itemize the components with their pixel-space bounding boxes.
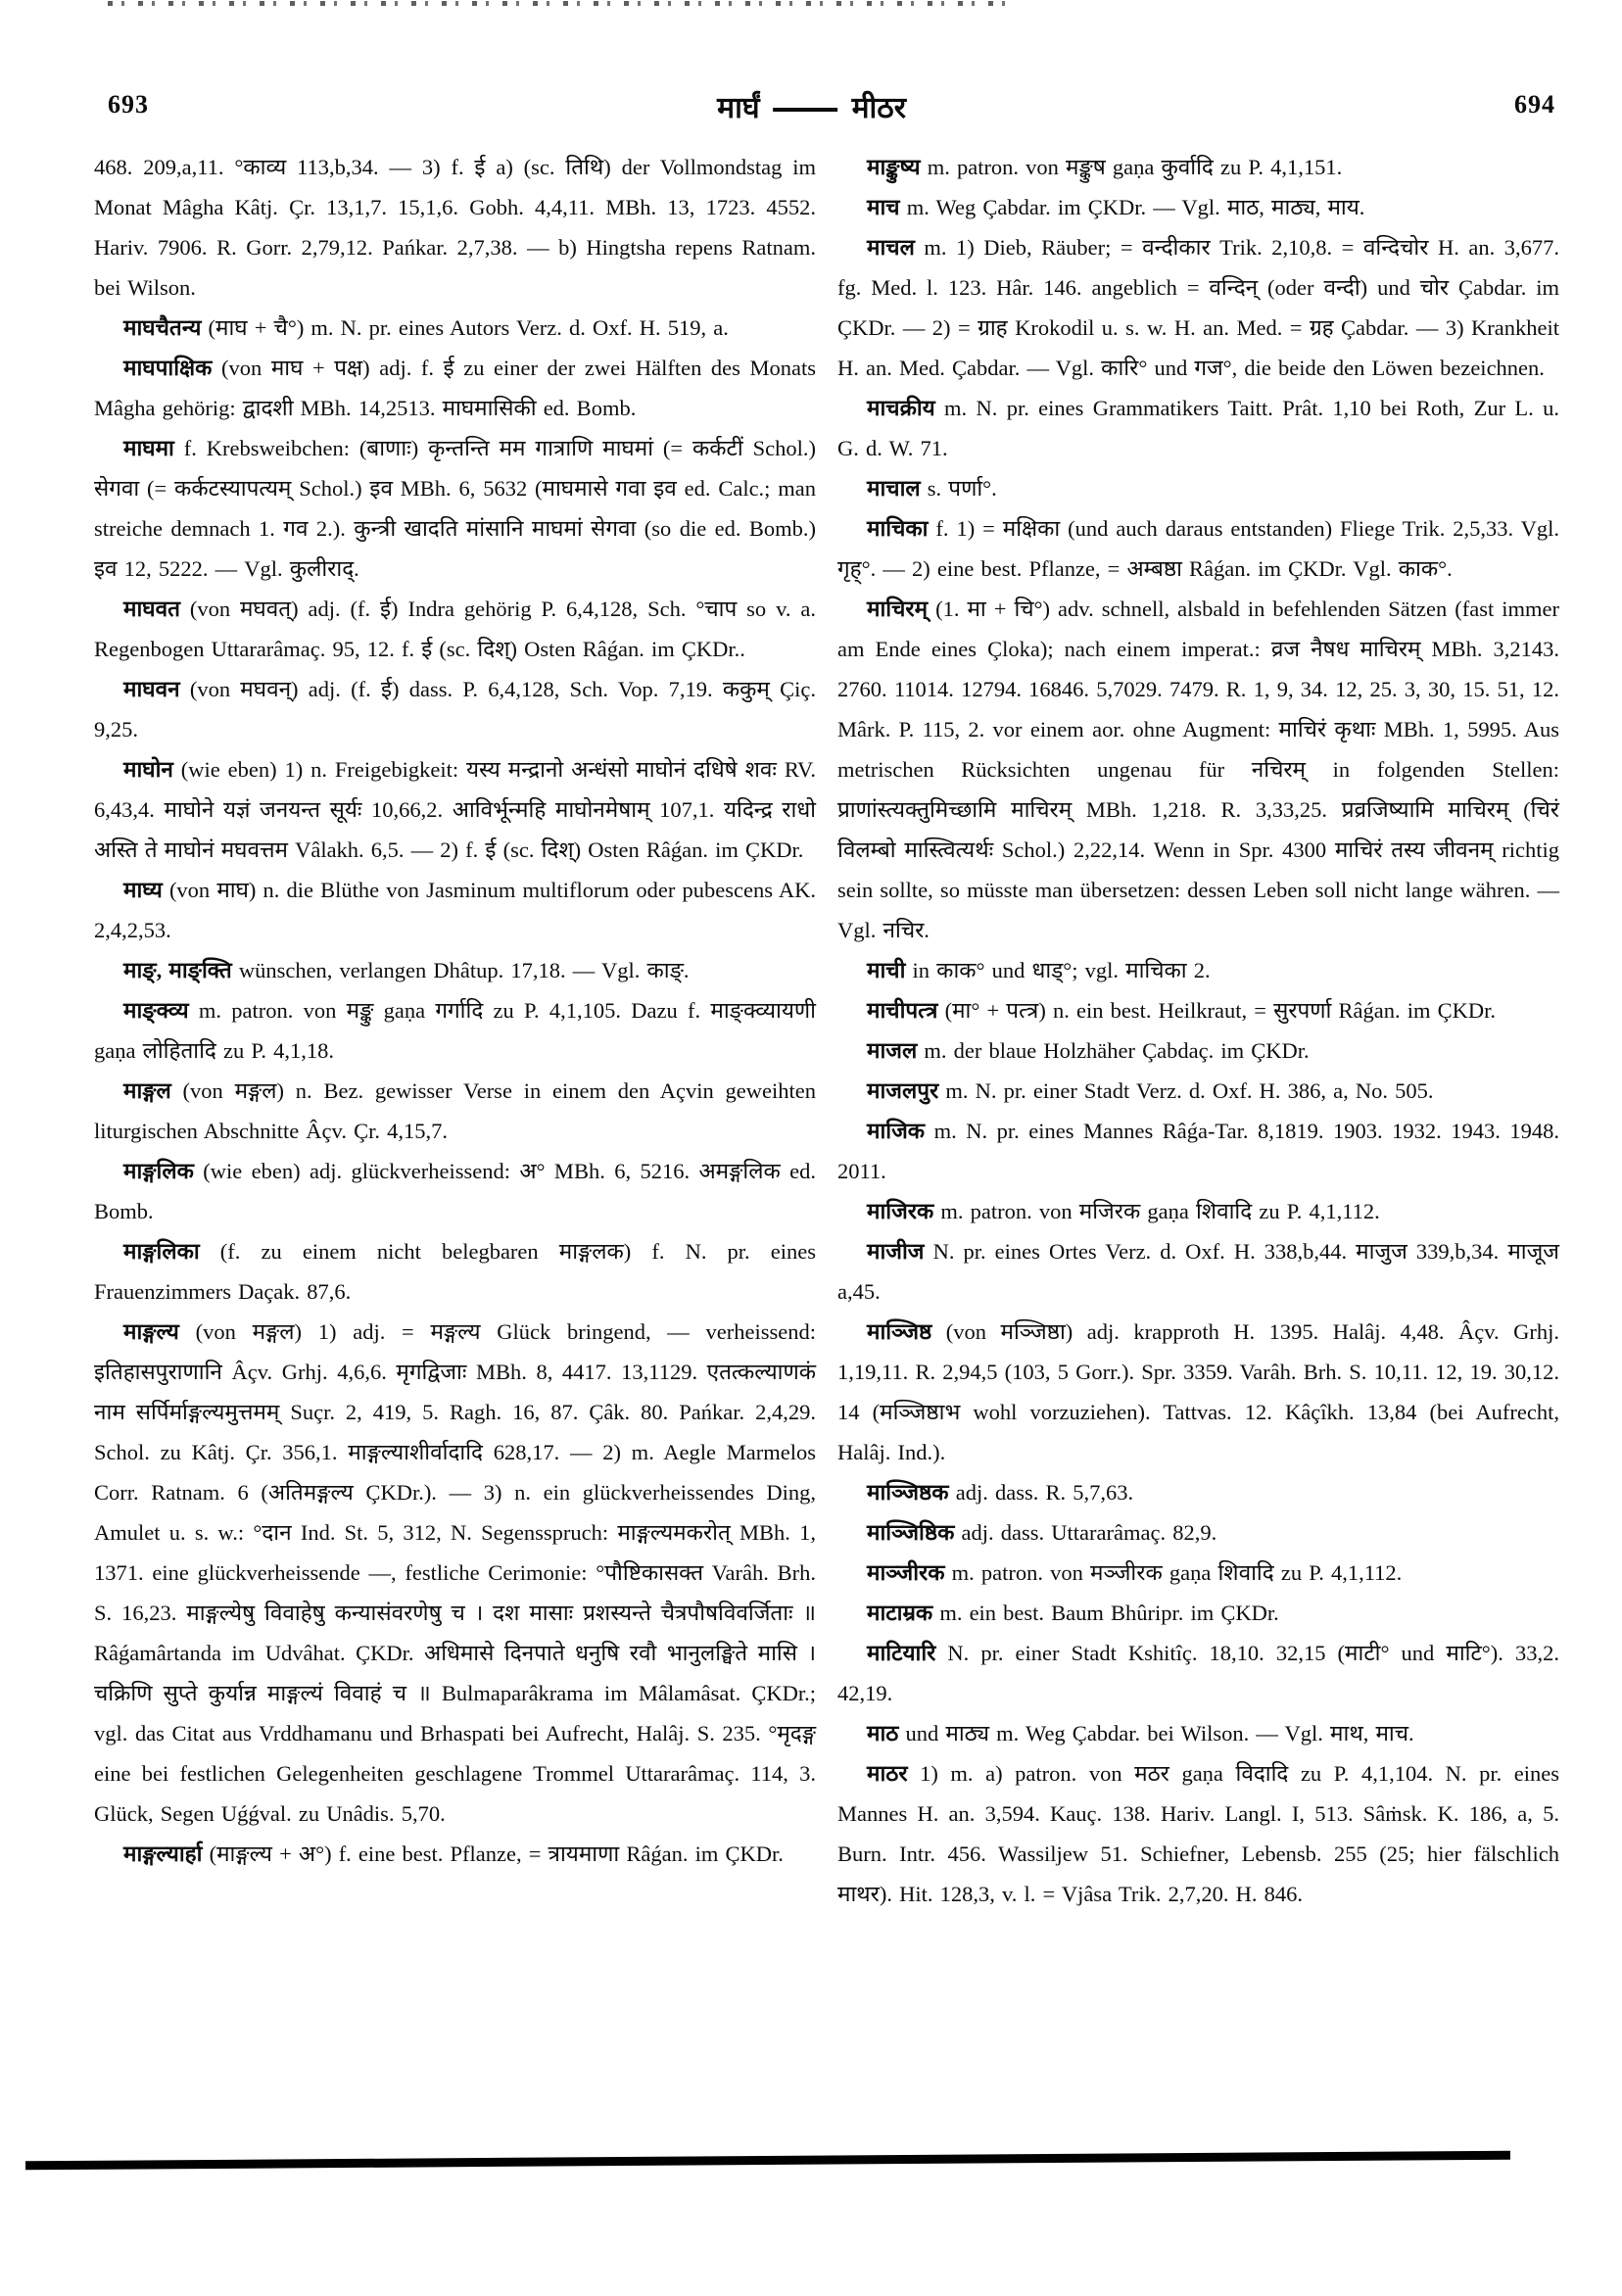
dictionary-entry bbox=[837, 1472, 1559, 1512]
entry-headword: माजलपुर bbox=[867, 1078, 939, 1103]
entry-headword: माची bbox=[867, 958, 906, 982]
entry-body: m. N. pr. eines Grammatikers Taitt. Prât. 1,10 bei Roth, Zur L. u. G. d. W. 71. bbox=[837, 396, 1559, 460]
dictionary-entry bbox=[837, 1231, 1559, 1312]
dictionary-entry bbox=[94, 428, 816, 589]
entry-headword: माङ्गलिका bbox=[123, 1239, 200, 1264]
entry-body: m. N. pr. einer Stadt Verz. d. Oxf. H. 386, a, No. 505. bbox=[938, 1078, 1434, 1103]
right-column bbox=[837, 147, 1559, 1914]
dictionary-entry bbox=[94, 308, 816, 348]
entry-headword: माठर bbox=[867, 1761, 908, 1786]
entry-headword: माचाल bbox=[867, 476, 921, 501]
dictionary-entry bbox=[837, 990, 1559, 1030]
entry-body: (माघ + चै°) m. N. pr. eines Autors Verz. d. Oxf. H. 519, a. bbox=[201, 315, 729, 340]
entry-body: m. 1) Dieb, Räuber; = वन्दीकार Trik. 2,10,8. = वन्दिचोर H. an. 3,677. fg. Med. l. 123. Hâr. 146. angeblich = वन्दिन् (oder वन्दी) und चोर Çabdar. im ÇKDr. — 2) = ग्राह Krokodil u. s. w. H. an. Med. = ग्रह Çabdar. — 3) Krankheit H. an. Med. Çabdar. — Vgl. कारि° und गज°, die beide den Löwen bezeichnen. bbox=[837, 235, 1559, 380]
entry-body: N. pr. einer Stadt Kshitîç. 18,10. 32,15 (माटी° und माटि°). 33,2. 42,19. bbox=[837, 1641, 1559, 1705]
entry-headword: माजल bbox=[867, 1038, 918, 1063]
entry-body: m. patron. von मङ्कुष gaṇa कुर्वादि zu P. 4,1,151. bbox=[920, 155, 1343, 179]
entry-body: (1. मा + चि°) adv. schnell, alsbald in befehlenden Sätzen (fast immer am Ende eines Çloka); nach einem imperat.: व्रज नैषध माचिरम् MBh. 3,2143. 2760. 11014. 12794. 16846. 5,7029. 7479. R. 1, 9, 34. 12, 25. 3, 30, 15. 51, 12. Mârk. P. 115, 2. vor einem aor. ohne Augment: माचिरं कृथाः MBh. 1, 5995. Aus metrischen Rücksichten ungenau für नचिरम् in folgenden Stellen: प्राणांस्त्यक्तुमिच्छामि माचिरम् MBh. 1,218. R. 3,33,25. प्रव्रजिष्यामि माचिरम् (चिरं विलम्बो मास्त्वित्यर्थः Schol.) 2,22,14. Wenn in Spr. 4300 माचिरं तस्य जीवनम् richtig sein sollte, so müsste man übersetzen: dessen Leben soll nicht lange währen. — Vgl. नचिर. bbox=[837, 597, 1559, 942]
entry-headword: माजिक bbox=[867, 1119, 926, 1143]
dictionary-entry bbox=[94, 669, 816, 749]
entry-headword: माघवत bbox=[123, 597, 180, 621]
entry-body: f. Krebsweibchen: (बाणाः) कृन्तन्ति मम गात्राणि माघमां (= कर्कटीं Schol.) सेगवा (= कर्कटस्यापत्यम् Schol.) इव MBh. 6, 5632 (माघमासे गवा इव ed. Calc.; man streiche demnach 1. गव 2.). कुन्त्री खादति मांसानि माघमां सेगवा (so die ed. Bomb.) इव 12, 5222. — Vgl. कुलीराद्. bbox=[94, 436, 816, 581]
entry-body: (माङ्गल्य + अ°) f. eine best. Pflanze, = त्रायमाणा Râǵan. im ÇKDr. bbox=[202, 1842, 784, 1866]
dictionary-entry bbox=[837, 1753, 1559, 1914]
entry-body: (f. zu einem nicht belegbaren माङ्गलक) f. N. pr. eines Frauenzimmers Daçak. 87,6. bbox=[94, 1239, 816, 1304]
running-head-last-word: मीठर bbox=[851, 92, 907, 124]
entry-body: 468. 209,a,11. °काव्य 113,b,34. — 3) f. ई a) (sc. तिथि) der Vollmondstag im Monat Mâgha Kâtj. Çr. 13,1,7. 15,1,6. Gobh. 4,4,11. MBh. 13, 1723. 4552. Hariv. 7906. R. Gorr. 2,79,12. Pańkar. 2,7,38. — b) Hingtsha repens Ratnam. bei Wilson. bbox=[94, 155, 816, 300]
dictionary-entry bbox=[837, 1111, 1559, 1191]
dictionary-entry bbox=[837, 1713, 1559, 1753]
entry-headword: माच bbox=[867, 195, 900, 219]
dictionary-entry bbox=[837, 1312, 1559, 1472]
entry-body: m. der blaue Holzhäher Çabdaç. im ÇKDr. bbox=[917, 1038, 1310, 1063]
dictionary-entry bbox=[837, 468, 1559, 508]
dictionary-entry bbox=[94, 1312, 816, 1834]
entry-body: (von मघवन्) adj. (f. ई) dass. P. 6,4,128, Sch. Vop. 7,19. ककुम् Çiç. 9,25. bbox=[94, 677, 816, 741]
running-head-rule bbox=[774, 108, 838, 112]
entry-body: (von मघवत्) adj. (f. ई) Indra gehörig P. 6,4,128, Sch. °चाप so v. a. Regenbogen Uttararâmaç. 95, 12. f. ई (sc. दिश्) Osten Râǵan. im ÇKDr.. bbox=[94, 597, 816, 661]
entry-headword: माञ्जिष्ठिक bbox=[867, 1520, 955, 1545]
dictionary-entry bbox=[837, 147, 1559, 187]
entry-headword: माघ्य bbox=[123, 878, 163, 902]
entry-headword: माघवन bbox=[123, 677, 180, 701]
dictionary-entry bbox=[94, 1151, 816, 1231]
entry-body: (von मञ्जिष्ठा) adj. krapproth H. 1395. Halâj. 4,48. Âçv. Grhj. 1,19,11. R. 2,94,5 (103, 5 Gorr.). Spr. 3359. Varâh. Brh. S. 10,11. 12, 19. 30,12. 14 (मञ्जिष्ठाभ wohl vorzuziehen). Tattvas. 12. Kâçîkh. 13,84 (bei Aufrecht, Halâj. Ind.). bbox=[837, 1319, 1559, 1464]
dictionary-entry bbox=[94, 147, 816, 308]
entry-headword: माञ्जीरक bbox=[867, 1560, 945, 1585]
entry-headword: माङ्गल्य bbox=[123, 1319, 179, 1344]
dictionary-entry bbox=[837, 950, 1559, 990]
entry-headword: माटाम्रक bbox=[867, 1601, 933, 1625]
dictionary-entry bbox=[837, 1030, 1559, 1071]
entry-headword: माङ्क्व्य bbox=[123, 998, 189, 1023]
dictionary-entry bbox=[837, 508, 1559, 589]
page-header bbox=[94, 86, 1559, 125]
entry-body: m. N. pr. eines Mannes Râǵa-Tar. 8,1819. 1903. 1932. 1943. 1948. 2011. bbox=[837, 1119, 1559, 1183]
entry-headword: माङ्गल्यार्हा bbox=[123, 1842, 203, 1866]
dictionary-entry bbox=[837, 1512, 1559, 1553]
entry-headword: माङ्गलिक bbox=[123, 1159, 194, 1183]
entry-headword: माङ्कुष्य bbox=[867, 155, 921, 179]
entry-body: wünschen, verlangen Dhâtup. 17,18. — Vgl. काङ्. bbox=[231, 958, 690, 982]
left-column bbox=[94, 147, 816, 1914]
dictionary-entry bbox=[837, 187, 1559, 227]
dictionary-entry bbox=[94, 950, 816, 990]
entry-body: adj. dass. Uttararâmaç. 82,9. bbox=[954, 1520, 1217, 1545]
dictionary-entry bbox=[837, 1553, 1559, 1593]
dictionary-entry bbox=[837, 227, 1559, 388]
dictionary-entry bbox=[94, 990, 816, 1071]
entry-headword: माचक्रीय bbox=[867, 396, 935, 420]
entry-body: 1) m. a) patron. von मठर gaṇa विदादि zu P. 4,1,104. N. pr. eines Mannes H. an. 3,594. Kauç. 138. Hariv. Langl. I, 513. Sâṁsk. K. 186, a, 5. Burn. Intr. 456. Wassiljew 51. Schiefner, Lebensb. 255 (25; hier fälschlich माथर). Hit. 128,3, v. l. = Vjâsa Trik. 2,7,20. H. 846. bbox=[837, 1761, 1559, 1906]
entry-headword: माञ्जिष्ठक bbox=[867, 1480, 949, 1505]
text-columns bbox=[94, 147, 1559, 1914]
entry-body: in काक° und धाड्°; vgl. माचिका 2. bbox=[905, 958, 1211, 982]
entry-headword: माचीपत्त्र bbox=[867, 998, 938, 1023]
entry-body: f. 1) = मक्षिका (und auch daraus entstanden) Fliege Trik. 2,5,33. Vgl. गृह्°. — 2) eine best. Pflanze, = अम्बष्ठा Râǵan. im ÇKDr. Vgl. काक°. bbox=[837, 516, 1559, 581]
entry-body: m. patron. von मञ्जीरक gaṇa शिवादि zu P. 4,1,112. bbox=[944, 1560, 1403, 1585]
entry-body: (von मङ्गल) n. Bez. gewisser Verse in einem den Açvin geweihten liturgischen Abschnitte Âçv. Çr. 4,15,7. bbox=[94, 1078, 816, 1143]
entry-headword: माचल bbox=[867, 235, 915, 260]
dictionary-entry bbox=[94, 1231, 816, 1312]
entry-body: m. patron. von मङ्कु gaṇa गर्गादि zu P. 4,1,105. Dazu f. माङ्क्व्यायणी gaṇa लोहितादि zu P. 4,1,18. bbox=[94, 998, 816, 1063]
entry-body: s. पर्णा°. bbox=[920, 476, 997, 501]
entry-headword: माचिरम् bbox=[867, 597, 929, 621]
scan-artifact-bottom-bar bbox=[25, 2151, 1510, 2171]
entry-body: (wie eben) adj. glückverheissend: अ° MBh. 6, 5216. अमङ्गलिक ed. Bomb. bbox=[94, 1159, 816, 1223]
entry-headword: माघमा bbox=[123, 436, 174, 460]
dictionary-entry bbox=[837, 1071, 1559, 1111]
entry-headword: माचिका bbox=[867, 516, 929, 541]
entry-body: (von माघ) n. die Blüthe von Jasminum multiflorum oder pubescens AK. 2,4,2,53. bbox=[94, 878, 816, 942]
entry-headword: माङ्, माङ्क्ति bbox=[123, 958, 232, 982]
page-number-left: 693 bbox=[108, 90, 149, 119]
entry-headword: माजीज bbox=[867, 1239, 925, 1264]
dictionary-entry bbox=[837, 1593, 1559, 1633]
entry-headword: माटियारि bbox=[867, 1641, 936, 1665]
dictionary-entry bbox=[94, 589, 816, 669]
dictionary-entry bbox=[837, 589, 1559, 950]
entry-body: adj. dass. R. 5,7,63. bbox=[948, 1480, 1134, 1505]
dictionary-entry bbox=[837, 1191, 1559, 1231]
entry-body: (मा° + पत्त्र) n. ein best. Heilkraut, = सुरपर्णा Râǵan. im ÇKDr. bbox=[937, 998, 1497, 1023]
running-head-first-word: मार्घं bbox=[717, 92, 760, 124]
dictionary-entry bbox=[94, 870, 816, 950]
dictionary-entry bbox=[94, 1071, 816, 1151]
entry-headword: माजिरक bbox=[867, 1199, 934, 1223]
entry-headword: माठ bbox=[867, 1721, 899, 1746]
dictionary-entry bbox=[94, 749, 816, 870]
page-number-right: 694 bbox=[1514, 90, 1555, 119]
dictionary-entry bbox=[837, 1633, 1559, 1713]
entry-body: (von माघ + पक्ष) adj. f. ई zu einer der zwei Hälften des Monats Mâgha gehörig: द्वादशी MBh. 14,2513. माघमासिकी ed. Bomb. bbox=[94, 356, 816, 420]
entry-body: N. pr. eines Ortes Verz. d. Oxf. H. 338,b,44. माजुज 339,b,34. माजूज a,45. bbox=[837, 1239, 1559, 1304]
entry-headword: माघपाक्षिक bbox=[123, 356, 213, 380]
running-head bbox=[717, 86, 906, 126]
entry-body: m. ein best. Baum Bhûripr. im ÇKDr. bbox=[932, 1601, 1279, 1625]
entry-body: m. patron. von मजिरक gaṇa शिवादि zu P. 4,1,112. bbox=[933, 1199, 1380, 1223]
entry-body: (von मङ्गल) 1) adj. = मङ्गल्य Glück bringend, — verheissend: इतिहासपुराणानि Âçv. Grhj. 4,6,6. मृगद्विजाः MBh. 8, 4417. 13,1129. एतत्कल्याणकं नाम सर्पिर्माङ्गल्यमुत्तमम् Suçr. 2, 419, 5. Ragh. 16, 87. Çâk. 80. Pańkar. 2,4,29. Schol. zu Kâtj. Çr. 356,1. माङ्गल्याशीर्वादादि 628,17. — 2) m. Aegle Marmelos Corr. Ratnam. 6 (अतिमङ्गल्य ÇKDr.). — 3) n. ein glückverheissendes Ding, Amulet u. s. w.: °दान Ind. St. 5, 312, N. Segensspruch: माङ्गल्यमकरोत् MBh. 1, 1371. eine glückverheissende —, festliche Cerimonie: °पौष्टिकासक्त Varâh. Brh. S. 16,23. माङ्गल्येषु विवाहेषु कन्यासंवरणेषु च । दश मासाः प्रशस्यन्ते चैत्रपौषविवर्जिताः ॥ Râǵamârtanda im Udvâhat. ÇKDr. अधिमासे दिनपाते धनुषि रवौ भानुलङ्घिते मासि । चक्रिणि सुप्ते कुर्यान्न माङ्गल्यं विवाहं च ॥ Bulmaparâkrama im Mâlamâsat. ÇKDr.; vgl. das Citat aus Vrddhamanu und Brhaspati bei Aufrecht, Halâj. S. 235. °मृदङ्ग eine bei festlichen Gelegenheiten geschlagene Trommel Uttararâmaç. 114, 3. Glück, Segen Uǵǵval. zu Unâdis. 5,70. bbox=[94, 1319, 816, 1826]
dictionary-entry bbox=[94, 1834, 816, 1874]
entry-body: m. Weg Çabdar. im ÇKDr. — Vgl. माठ, माठ्य, माय. bbox=[899, 195, 1365, 219]
entry-body: (wie eben) 1) n. Freigebigkeit: यस्य मन्द्रानो अन्धंसो माघोनं दधिषे शवः RV. 6,43,4. माघोने यज्ञं जनयन्त सूर्यः 10,66,2. आविर्भून्महि माघोनमेषाम् 107,1. यदिन्द्र राधो अस्ति ते माघोनं मघवत्तम Vâlakh. 6,5. — 2) f. ई (sc. दिश्) Osten Râǵan. im ÇKDr. bbox=[94, 757, 816, 862]
entry-headword: माघोन bbox=[123, 757, 173, 782]
scan-noise-top-edge bbox=[108, 1, 1009, 6]
dictionary-entry bbox=[94, 348, 816, 428]
entry-headword: माघचैतन्य bbox=[123, 315, 202, 340]
entry-headword: माञ्जिष्ठ bbox=[867, 1319, 932, 1344]
dictionary-entry bbox=[837, 388, 1559, 468]
entry-headword: माङ्गल bbox=[123, 1078, 171, 1103]
entry-body: und माठ्य m. Weg Çabdar. bei Wilson. — Vgl. माथ, माच. bbox=[898, 1721, 1414, 1746]
